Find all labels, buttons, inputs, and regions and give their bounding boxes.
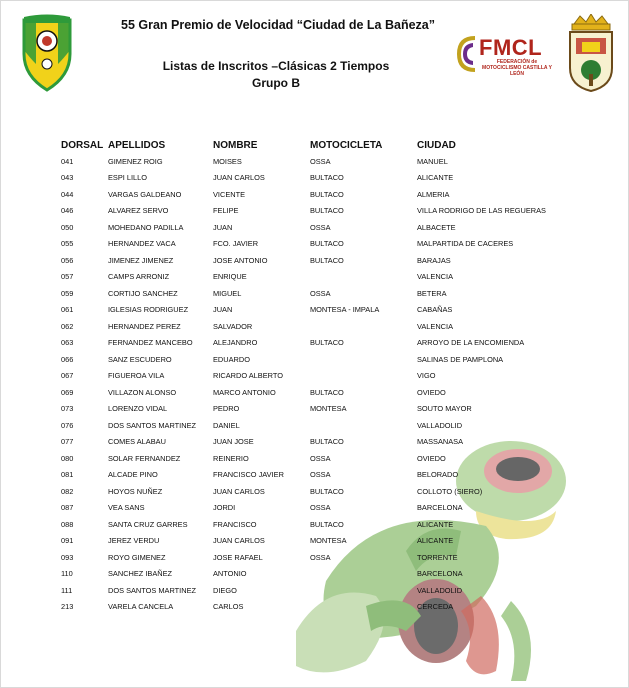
- table-row: [61, 417, 577, 434]
- table-row: [61, 384, 577, 401]
- table-row: [61, 186, 577, 203]
- cell-ciudad: CERCEDA: [417, 602, 454, 612]
- table-row: [61, 368, 577, 385]
- cell-ciudad: OVIEDO: [417, 387, 446, 397]
- cell-nombre: MOISES: [213, 156, 242, 166]
- column-header-dorsal: DORSAL: [61, 139, 104, 151]
- cell-apellidos: COMES ALABAU: [108, 437, 166, 447]
- table-row: [61, 467, 577, 484]
- cell-dorsal: 046: [61, 206, 74, 216]
- cell-nombre: MARCO ANTONIO: [213, 387, 276, 397]
- cell-nombre: FRANCISCO JAVIER: [213, 470, 284, 480]
- cell-ciudad: MASSANASA: [417, 437, 464, 447]
- table-row: [61, 516, 577, 533]
- cell-ciudad: BETERA: [417, 288, 447, 298]
- table-row: [61, 285, 577, 302]
- cell-motocicleta: [310, 269, 417, 286]
- cell-ciudad: CABAÑAS: [417, 305, 453, 315]
- page-subtitle: [151, 58, 401, 92]
- cell-nombre: CARLOS: [213, 602, 244, 612]
- cell-apellidos: VEA SANS: [108, 503, 145, 513]
- cell-apellidos: ESPI LILLO: [108, 173, 148, 183]
- cell-apellidos: VARELA CANCELA: [108, 602, 174, 612]
- cell-apellidos: VILLAZON ALONSO: [108, 387, 177, 397]
- cell-motocicleta: OSSA: [310, 503, 331, 513]
- cell-nombre: JUAN CARLOS: [213, 536, 265, 546]
- group-label: Grupo B: [252, 76, 300, 90]
- table-row: [61, 500, 577, 517]
- cell-ciudad: BARCELONA: [417, 569, 463, 579]
- cell-nombre: DIEGO: [213, 585, 237, 595]
- cell-dorsal: 044: [61, 189, 74, 199]
- cell-ciudad: ARROYO DE LA ENCOMIENDA: [417, 338, 525, 348]
- cell-apellidos: CAMPS ARRONIZ: [108, 272, 170, 282]
- column-header-ciudad: CIUDAD: [417, 139, 456, 151]
- cell-motocicleta: MONTESA: [310, 536, 347, 546]
- cell-ciudad: ALICANTE: [417, 173, 454, 183]
- table-row: [61, 318, 577, 335]
- cell-nombre: FRANCISCO: [213, 519, 257, 529]
- cell-motocicleta: [310, 351, 417, 368]
- cell-ciudad: MANUEL: [417, 156, 448, 166]
- cell-ciudad: TORRENTE: [417, 552, 458, 562]
- cell-motocicleta: [310, 417, 417, 434]
- cell-apellidos: FIGUEROA VILA: [108, 371, 165, 381]
- cell-dorsal: 080: [61, 453, 74, 463]
- cell-apellidos: SANZ ESCUDERO: [108, 354, 172, 364]
- cell-apellidos: ALVAREZ SERVO: [108, 206, 169, 216]
- cell-motocicleta: OSSA: [310, 222, 331, 232]
- cell-motocicleta: BULTACO: [310, 437, 344, 447]
- cell-dorsal: 077: [61, 437, 74, 447]
- cell-motocicleta: OSSA: [310, 552, 331, 562]
- cell-nombre: PEDRO: [213, 404, 240, 414]
- cell-apellidos: LORENZO VIDAL: [108, 404, 168, 414]
- cell-motocicleta: [310, 566, 417, 583]
- cell-apellidos: MOHEDANO PADILLA: [108, 222, 184, 232]
- cell-apellidos: SANTA CRUZ GARRES: [108, 519, 188, 529]
- cell-dorsal: 061: [61, 305, 74, 315]
- fmcl-logo-text: FMCL: [479, 35, 543, 60]
- cell-dorsal: 088: [61, 519, 74, 529]
- cell-motocicleta: OSSA: [310, 156, 331, 166]
- cell-motocicleta: BULTACO: [310, 206, 344, 216]
- table-row: [61, 252, 577, 269]
- cell-apellidos: HERNANDEZ VACA: [108, 239, 176, 249]
- cell-apellidos: DOS SANTOS MARTINEZ: [108, 585, 197, 595]
- cell-apellidos: SANCHEZ IBAÑEZ: [108, 569, 173, 579]
- cell-nombre: ALEJANDRO: [213, 338, 258, 348]
- cell-dorsal: 076: [61, 420, 74, 430]
- cell-ciudad: ALICANTE: [417, 536, 454, 546]
- cell-nombre: ENRIQUE: [213, 272, 247, 282]
- cell-apellidos: JEREZ VERDU: [108, 536, 160, 546]
- cell-apellidos: DOS SANTOS MARTINEZ: [108, 420, 197, 430]
- cell-motocicleta: OSSA: [310, 288, 331, 298]
- cell-ciudad: BARCELONA: [417, 503, 463, 513]
- table-row: [61, 566, 577, 583]
- cell-dorsal: 057: [61, 272, 74, 282]
- cell-ciudad: COLLOTO (SIERO): [417, 486, 483, 496]
- coat-of-arms-logo: [566, 14, 616, 92]
- cell-dorsal: 093: [61, 552, 74, 562]
- cell-motocicleta: MONTESA - IMPALA: [310, 305, 380, 315]
- cell-ciudad: OVIEDO: [417, 453, 446, 463]
- cell-nombre: JORDI: [213, 503, 236, 513]
- cell-ciudad: ALBACETE: [417, 222, 456, 232]
- cell-nombre: JOSE RAFAEL: [213, 552, 263, 562]
- cell-dorsal: 081: [61, 470, 74, 480]
- cell-nombre: REINERIO: [213, 453, 249, 463]
- cell-dorsal: 073: [61, 404, 74, 414]
- cell-nombre: JUAN JOSE: [213, 437, 254, 447]
- fmcl-logo-subtext: FEDERACIÓN de MOTOCICLISMO CASTILLA Y LEÓN: [482, 59, 552, 77]
- cell-nombre: MIGUEL: [213, 288, 242, 298]
- cell-motocicleta: BULTACO: [310, 255, 344, 265]
- cell-apellidos: HOYOS NUÑEZ: [108, 486, 163, 496]
- table-row: [61, 582, 577, 599]
- cell-dorsal: 110: [61, 569, 73, 579]
- cell-ciudad: ALMERIA: [417, 189, 450, 199]
- table-row: [61, 203, 577, 220]
- cell-dorsal: 087: [61, 503, 74, 513]
- cell-apellidos: GIMENEZ ROIG: [108, 156, 163, 166]
- club-shield-logo: [18, 14, 76, 92]
- cell-nombre: JOSE ANTONIO: [213, 255, 268, 265]
- cell-dorsal: 062: [61, 321, 74, 331]
- cell-nombre: FCO. JAVIER: [213, 239, 259, 249]
- table-row: [61, 401, 577, 418]
- cell-ciudad: SALINAS DE PAMPLONA: [417, 354, 504, 364]
- cell-apellidos: IGLESIAS RODRIGUEZ: [108, 305, 189, 315]
- cell-dorsal: 213: [61, 602, 74, 612]
- cell-dorsal: 055: [61, 239, 74, 249]
- subtitle-line: Listas de Inscritos –Clásicas 2 Tiempos: [162, 59, 390, 73]
- cell-dorsal: 043: [61, 173, 74, 183]
- cell-ciudad: VALLADOLID: [417, 420, 463, 430]
- cell-apellidos: ALCADE PINO: [108, 470, 158, 480]
- cell-ciudad: SOUTO MAYOR: [417, 404, 472, 414]
- cell-ciudad: VIGO: [417, 371, 436, 381]
- cell-nombre: FELIPE: [213, 206, 239, 216]
- cell-nombre: RICARDO ALBERTO: [213, 371, 283, 381]
- cell-apellidos: FERNANDEZ MANCEBO: [108, 338, 193, 348]
- cell-apellidos: CORTIJO SANCHEZ: [108, 288, 178, 298]
- cell-dorsal: 063: [61, 338, 74, 348]
- table-row: [61, 549, 577, 566]
- cell-motocicleta: [310, 582, 417, 599]
- cell-motocicleta: [310, 368, 417, 385]
- cell-motocicleta: OSSA: [310, 453, 331, 463]
- cell-ciudad: VALENCIA: [417, 321, 454, 331]
- cell-motocicleta: BULTACO: [310, 486, 344, 496]
- cell-dorsal: 056: [61, 255, 74, 265]
- cell-nombre: JUAN: [213, 222, 233, 232]
- cell-motocicleta: BULTACO: [310, 387, 344, 397]
- table-row: [61, 153, 577, 170]
- table-row: [61, 533, 577, 550]
- table-row: [61, 269, 577, 286]
- cell-motocicleta: BULTACO: [310, 519, 344, 529]
- cell-dorsal: 091: [61, 536, 74, 546]
- table-row: [61, 170, 577, 187]
- table-row: [61, 599, 577, 616]
- cell-apellidos: HERNANDEZ PEREZ: [108, 321, 181, 331]
- cell-ciudad: MALPARTIDA DE CACERES: [417, 239, 514, 249]
- column-header-nombre: NOMBRE: [213, 139, 258, 151]
- table-row: [61, 302, 577, 319]
- cell-apellidos: SOLAR FERNANDEZ: [108, 453, 181, 463]
- cell-nombre: SALVADOR: [213, 321, 253, 331]
- table-row: [61, 351, 577, 368]
- cell-motocicleta: BULTACO: [310, 338, 344, 348]
- cell-apellidos: VARGAS GALDEANO: [108, 189, 182, 199]
- cell-motocicleta: BULTACO: [310, 173, 344, 183]
- cell-dorsal: 059: [61, 288, 74, 298]
- cell-ciudad: VILLA RODRIGO DE LAS REGUERAS: [417, 206, 546, 216]
- cell-ciudad: ALICANTE: [417, 519, 454, 529]
- cell-motocicleta: OSSA: [310, 470, 331, 480]
- cell-nombre: DANIEL: [213, 420, 240, 430]
- table-body: [61, 153, 577, 615]
- cell-nombre: VICENTE: [213, 189, 246, 199]
- table-header-row: [61, 137, 577, 153]
- cell-nombre: JUAN: [213, 305, 233, 315]
- cell-motocicleta: BULTACO: [310, 239, 344, 249]
- cell-motocicleta: [310, 318, 417, 335]
- table-row: [61, 483, 577, 500]
- cell-dorsal: 067: [61, 371, 74, 381]
- cell-nombre: ANTONIO: [213, 569, 247, 579]
- table-row: [61, 219, 577, 236]
- cell-motocicleta: MONTESA: [310, 404, 347, 414]
- cell-motocicleta: [310, 599, 417, 616]
- cell-dorsal: 069: [61, 387, 74, 397]
- cell-ciudad: BARAJAS: [417, 255, 451, 265]
- cell-dorsal: 050: [61, 222, 74, 232]
- cell-apellidos: ROYO GIMENEZ: [108, 552, 166, 562]
- cell-dorsal: 066: [61, 354, 74, 364]
- cell-dorsal: 082: [61, 486, 74, 496]
- column-header-motocicleta: MOTOCICLETA: [310, 139, 383, 151]
- column-header-apellidos: APELLIDOS: [108, 139, 166, 151]
- table-row: [61, 335, 577, 352]
- cell-ciudad: VALLADOLID: [417, 585, 463, 595]
- table-row: [61, 434, 577, 451]
- table-row: [61, 236, 577, 253]
- cell-dorsal: 041: [61, 156, 74, 166]
- cell-dorsal: 111: [61, 585, 73, 595]
- table-row: [61, 450, 577, 467]
- entries-table: [61, 137, 577, 615]
- cell-nombre: JUAN CARLOS: [213, 486, 265, 496]
- cell-motocicleta: BULTACO: [310, 189, 344, 199]
- page-title: 55 Gran Premio de Velocidad “Ciudad de La Bañeza”: [121, 18, 435, 32]
- cell-apellidos: JIMENEZ JIMENEZ: [108, 255, 174, 265]
- cell-ciudad: VALENCIA: [417, 272, 454, 282]
- cell-nombre: EDUARDO: [213, 354, 250, 364]
- cell-nombre: JUAN CARLOS: [213, 173, 265, 183]
- cell-ciudad: BELORADO: [417, 470, 459, 480]
